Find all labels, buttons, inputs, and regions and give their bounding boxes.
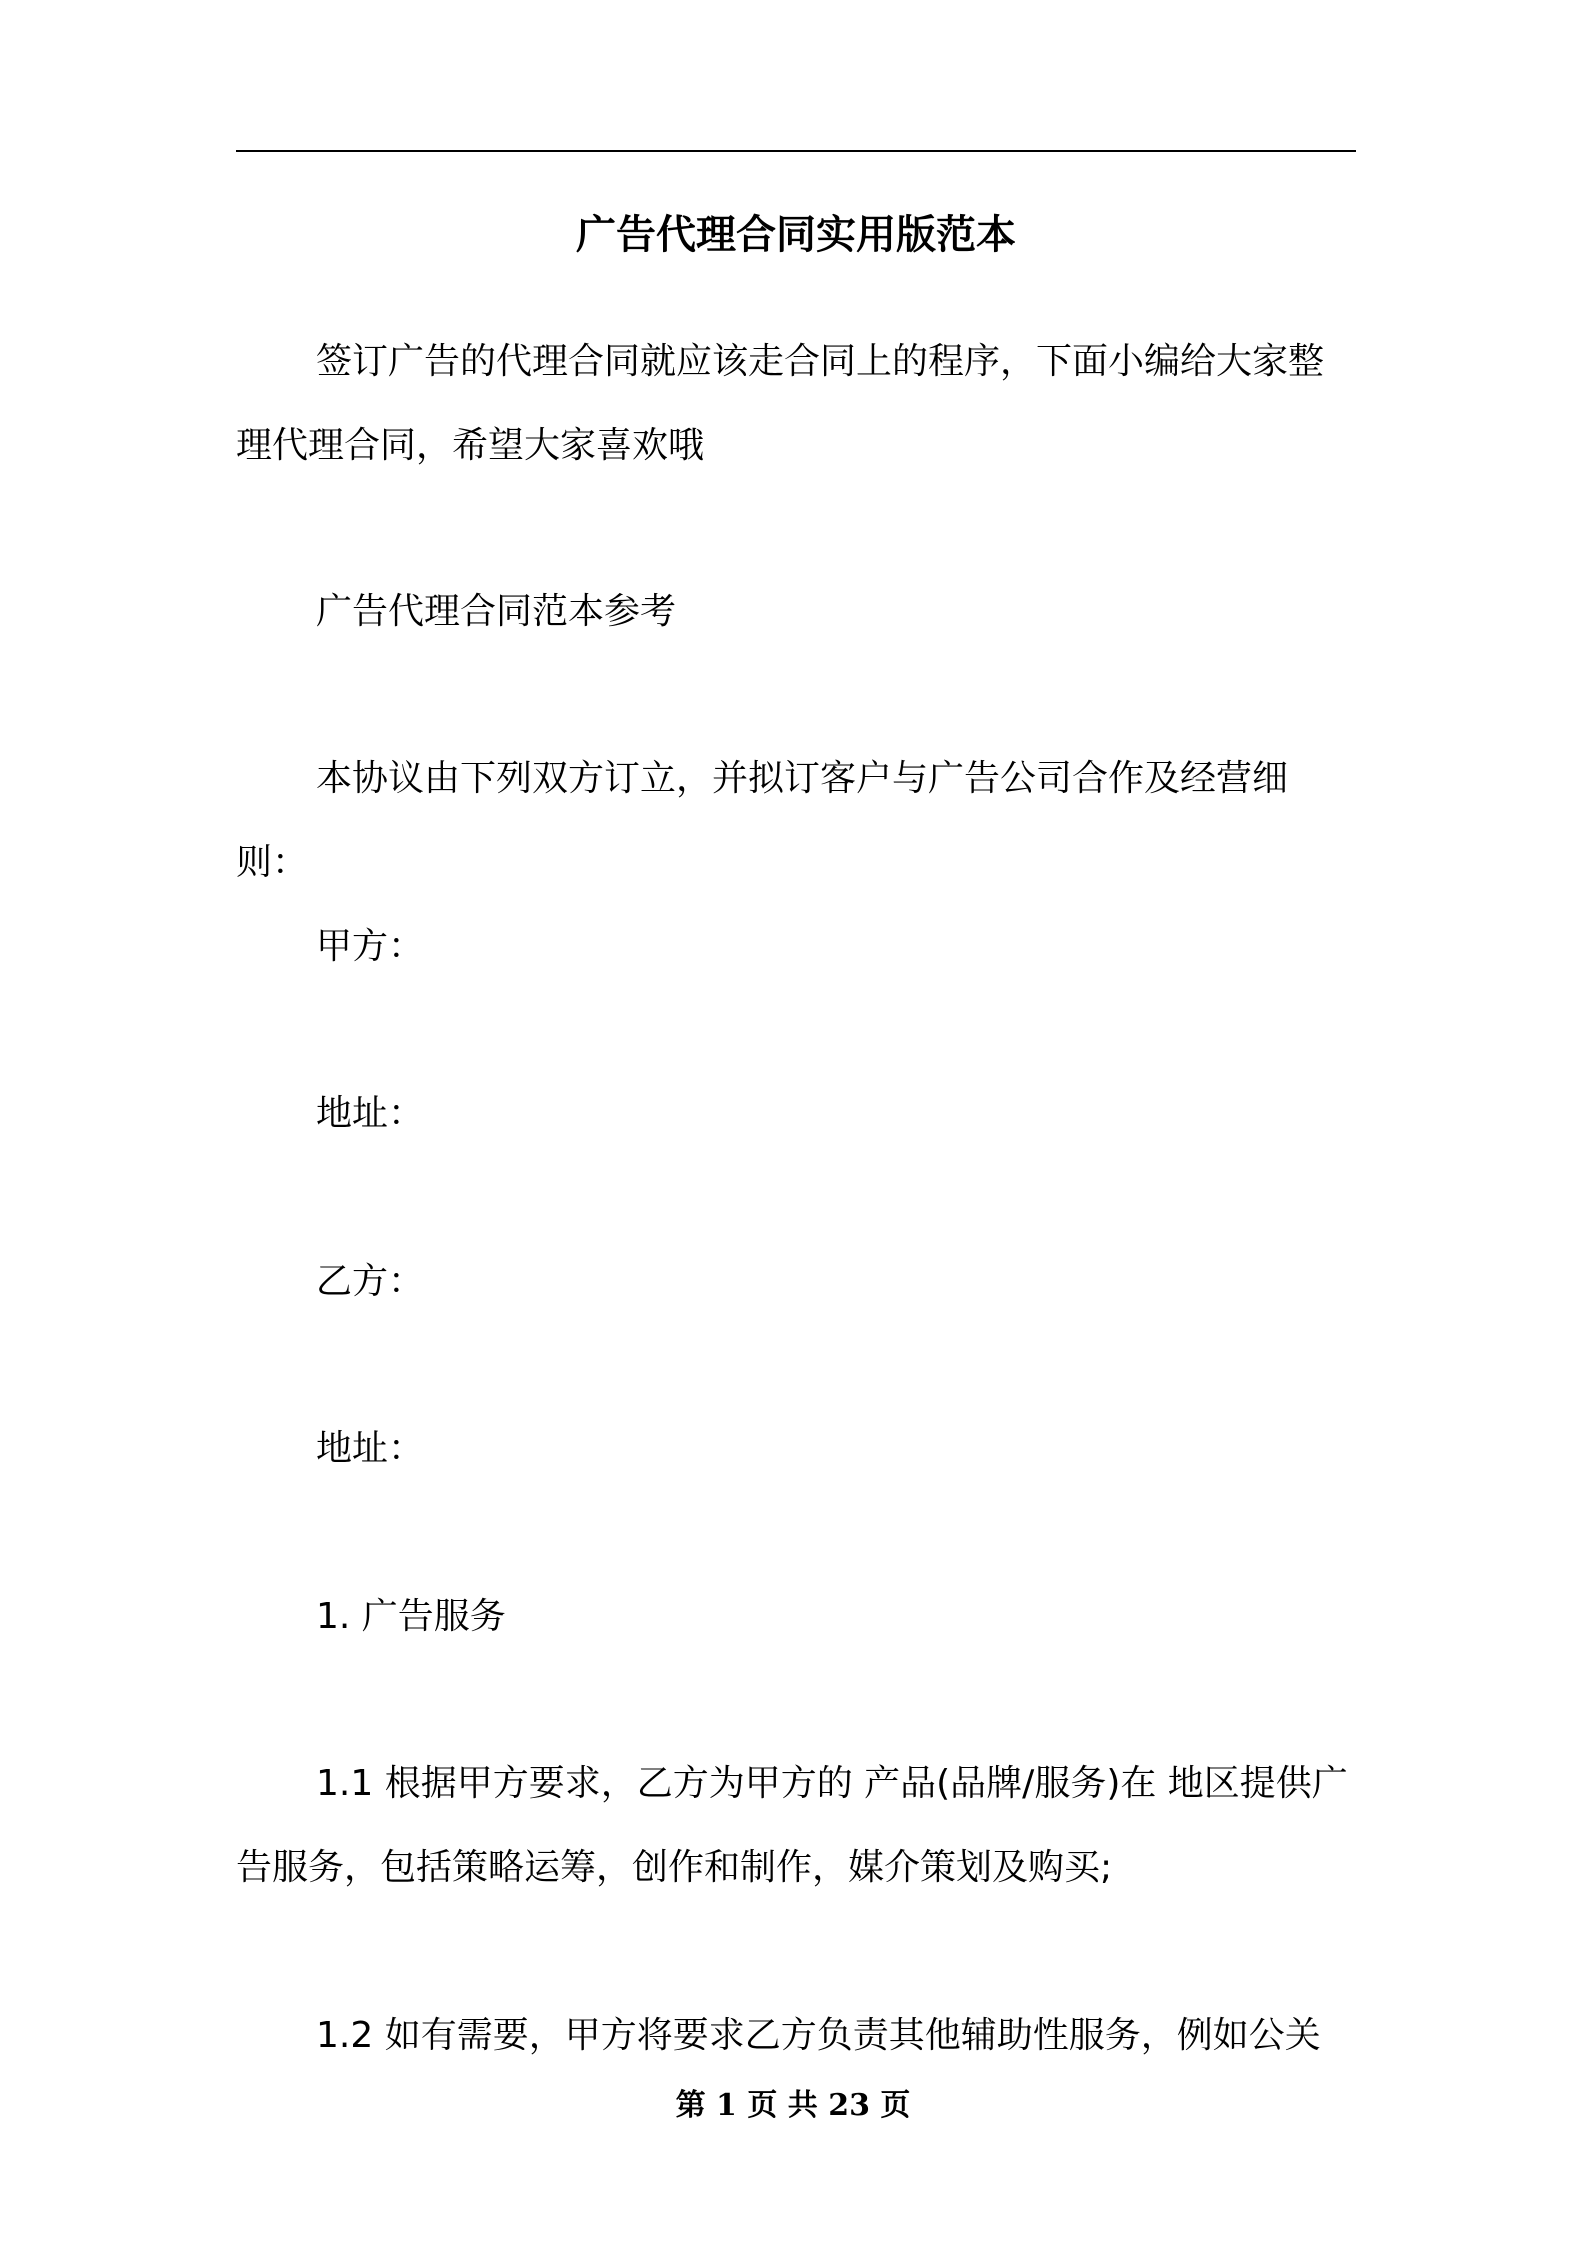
- section-1-heading: 1. 广告服务: [316, 1596, 506, 1637]
- party-b-address-label: 地址：: [316, 1428, 425, 1469]
- intro-paragraph: 签订广告的代理合同就应该走合同上的程序，下面小编给大家整理代理合同，希望大家喜欢哦: [236, 341, 1325, 466]
- party-a-address-label: 地址：: [316, 1093, 425, 1134]
- agreement-statement: 本协议由下列双方订立，并拟订客户与广告公司合作及经营细则：: [236, 758, 1289, 883]
- party-b-label: 乙方：: [316, 1261, 425, 1302]
- clause-1-2: 1.2 如有需要，甲方将要求乙方负责其他辅助性服务，例如公关: [316, 2015, 1321, 2056]
- party-a-label: 甲方：: [316, 926, 425, 967]
- header-rule: [236, 150, 1356, 152]
- section-heading-reference: 广告代理合同范本参考: [316, 591, 677, 632]
- page-number-footer: 第 1 页 共 23 页: [675, 2088, 911, 2123]
- clause-1-1: 1.1 根据甲方要求，乙方为甲方的 产品(品牌/服务)在 地区提供广告服务，包括策略运筹，创作和制作，媒介策划及购买;: [236, 1763, 1348, 1888]
- document-title: 广告代理合同实用版范本: [576, 212, 1016, 258]
